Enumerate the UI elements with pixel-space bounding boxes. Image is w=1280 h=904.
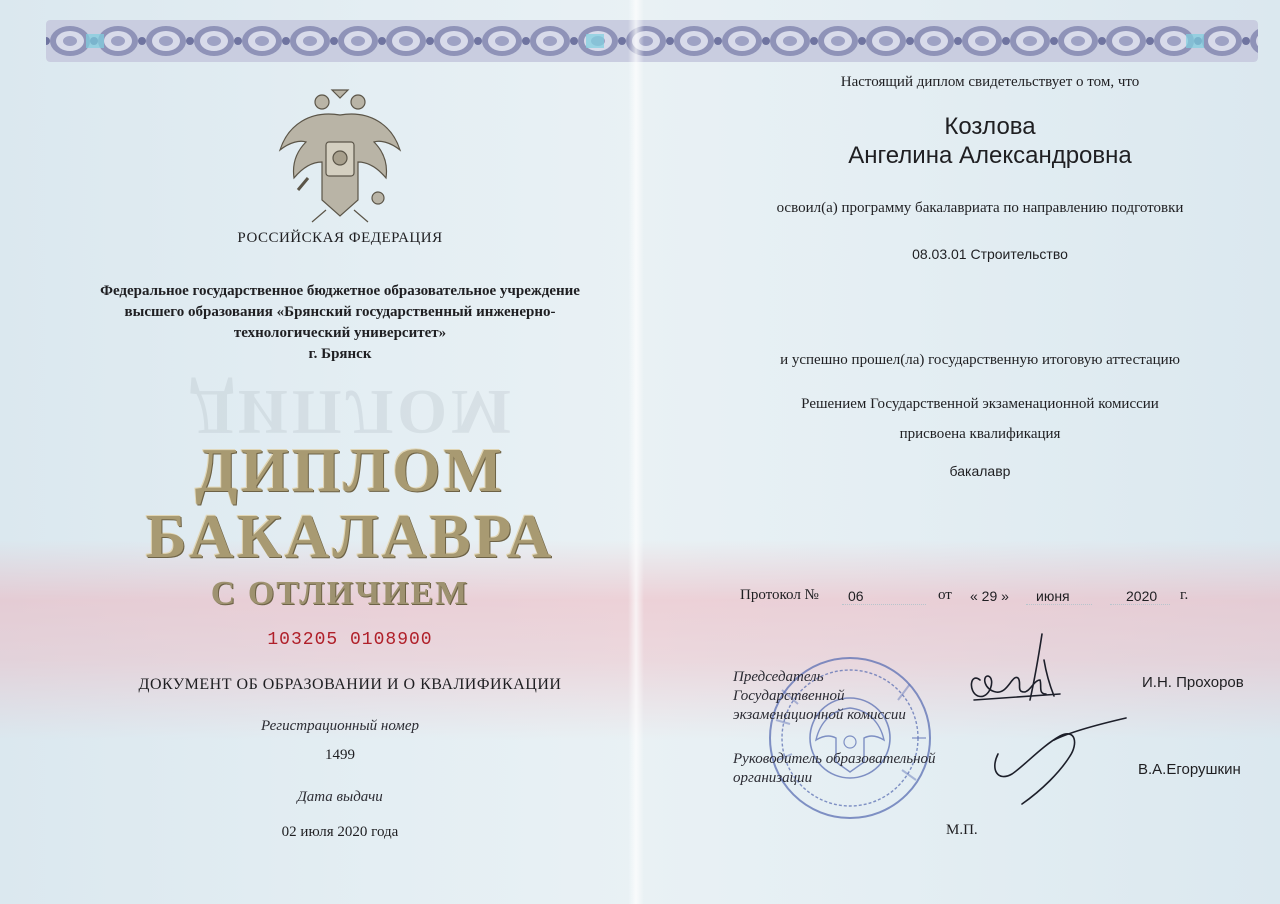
protocol-day: « 29 » [970, 588, 1009, 604]
stamp-place-label: М.П. [946, 822, 978, 838]
organization-head-name: В.А.Егорушкин [1138, 761, 1241, 778]
qualification-assigned-line: присвоена квалификация [899, 426, 1061, 442]
honors-label: С ОТЛИЧИЕМ [210, 575, 470, 612]
chair-label-line-2: Государственной [733, 688, 845, 704]
issue-date: 02 июля 2020 года [281, 824, 399, 840]
protocol-number: 06 [848, 588, 864, 604]
commission-chair-label [733, 668, 973, 725]
protocol-from-label: от [938, 587, 952, 603]
protocol-month: июня [1036, 588, 1070, 604]
show-through-title: ДИПЛОМ [190, 377, 516, 448]
commission-chair-name: И.Н. Прохоров [1142, 674, 1244, 691]
protocol-month-underline [1026, 604, 1092, 605]
program-line: освоил(а) программу бакалавриата по направлению подготовки [776, 200, 1184, 216]
protocol-year: 2020 [1126, 588, 1158, 604]
rector-label-line-1: Руководитель образовательной [733, 751, 936, 767]
certifies-line: Настоящий диплом свидетельствует о том, что [840, 74, 1140, 90]
title-line-2: БАКАЛАВРА [145, 503, 555, 571]
russian-coat-of-arms-icon [270, 80, 410, 230]
title-line-1: ДИПЛОМ [194, 437, 506, 505]
org-line-3: технологический университет» [233, 325, 447, 341]
org-line-2: высшего образования «Брянский государственный инженерно- [124, 304, 556, 320]
rector-label-line-2: организации [733, 770, 813, 786]
organization-head-label [733, 750, 983, 788]
program-name: 08.03.01 Строительство [912, 246, 1068, 262]
issuing-organization [60, 281, 620, 365]
protocol-number-underline [842, 604, 926, 605]
issue-date-label: Дата выдачи [297, 789, 383, 805]
protocol-year-underline [1110, 604, 1170, 605]
page-fold [628, 0, 644, 904]
attestation-line: и успешно прошел(ла) государственную итоговую аттестацию [780, 352, 1180, 368]
protocol-year-suffix: г. [1180, 587, 1189, 603]
document-type: ДОКУМЕНТ ОБ ОБРАЗОВАНИИ И О КВАЛИФИКАЦИИ [138, 676, 562, 693]
serial-number: 103205 0108900 [267, 630, 433, 650]
diploma-title [100, 438, 600, 570]
qualification: бакалавр [949, 463, 1011, 479]
org-city: г. Брянск [308, 346, 372, 362]
country-name: РОССИЙСКАЯ ФЕДЕРАЦИЯ [237, 230, 443, 246]
chair-label-line-3: экзаменационной комиссии [733, 707, 906, 723]
graduate-surname: Козлова [944, 113, 1036, 140]
commission-decision-line: Решением Государственной экзаменационной комиссии [801, 396, 1159, 412]
org-line-1: Федеральное государственное бюджетное образовательное учреждение [100, 283, 580, 299]
graduate-given-names: Ангелина Александровна [848, 142, 1132, 169]
chair-label-line-1: Председатель [733, 669, 824, 685]
protocol-label: Протокол № [740, 587, 819, 603]
security-ornament-band [46, 20, 1258, 62]
registration-number-label: Регистрационный номер [260, 718, 419, 734]
registration-number: 1499 [325, 747, 355, 763]
